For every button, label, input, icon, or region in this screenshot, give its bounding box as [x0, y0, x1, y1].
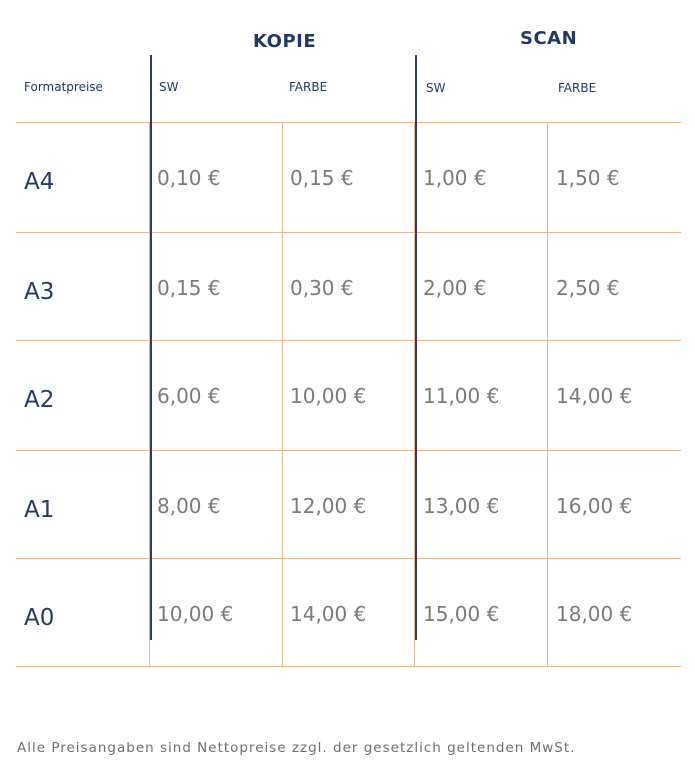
grid-line	[16, 340, 681, 341]
format-label-a2: A2	[24, 387, 55, 413]
group-title-kopie: KOPIE	[253, 31, 317, 52]
grid-line	[16, 232, 681, 233]
group-title-scan: SCAN	[520, 28, 578, 49]
price-cell: 12,00 €	[290, 494, 367, 518]
col-header-kopie-farbe: FARBE	[289, 80, 328, 94]
price-cell: 2,00 €	[423, 276, 487, 300]
col-header-scan-sw: SW	[426, 81, 446, 95]
grid-line	[16, 666, 681, 667]
grid-line	[547, 122, 548, 666]
price-cell: 14,00 €	[290, 602, 367, 626]
col-header-scan-farbe: FARBE	[558, 81, 597, 95]
price-cell: 10,00 €	[290, 384, 367, 408]
format-label-a3: A3	[24, 279, 55, 305]
price-cell: 8,00 €	[157, 494, 221, 518]
price-cell: 2,50 €	[556, 276, 620, 300]
grid-line	[16, 122, 681, 123]
format-label-a0: A0	[24, 605, 55, 631]
price-cell: 10,00 €	[157, 602, 234, 626]
format-label-a1: A1	[24, 497, 55, 523]
price-cell: 0,10 €	[157, 166, 221, 190]
price-cell: 16,00 €	[556, 494, 633, 518]
price-cell: 14,00 €	[556, 384, 633, 408]
price-cell: 13,00 €	[423, 494, 500, 518]
price-cell: 11,00 €	[423, 384, 500, 408]
price-cell: 0,30 €	[290, 276, 354, 300]
grid-line	[282, 122, 283, 666]
group-divider-scan	[415, 55, 417, 640]
price-cell: 1,50 €	[556, 166, 620, 190]
footnote: Alle Preisangaben sind Nettopreise zzgl. der gesetzlich geltenden MwSt.	[17, 740, 576, 756]
price-cell: 15,00 €	[423, 602, 500, 626]
group-divider-kopie	[150, 55, 152, 640]
price-cell: 18,00 €	[556, 602, 633, 626]
price-cell: 1,00 €	[423, 166, 487, 190]
price-cell: 6,00 €	[157, 384, 221, 408]
price-cell: 0,15 €	[290, 166, 354, 190]
grid-line	[16, 450, 681, 451]
grid-line	[16, 558, 681, 559]
price-cell: 0,15 €	[157, 276, 221, 300]
col-header-kopie-sw: SW	[159, 80, 179, 94]
format-label-a4: A4	[24, 169, 55, 195]
row-header-label: Formatpreise	[24, 80, 103, 94]
